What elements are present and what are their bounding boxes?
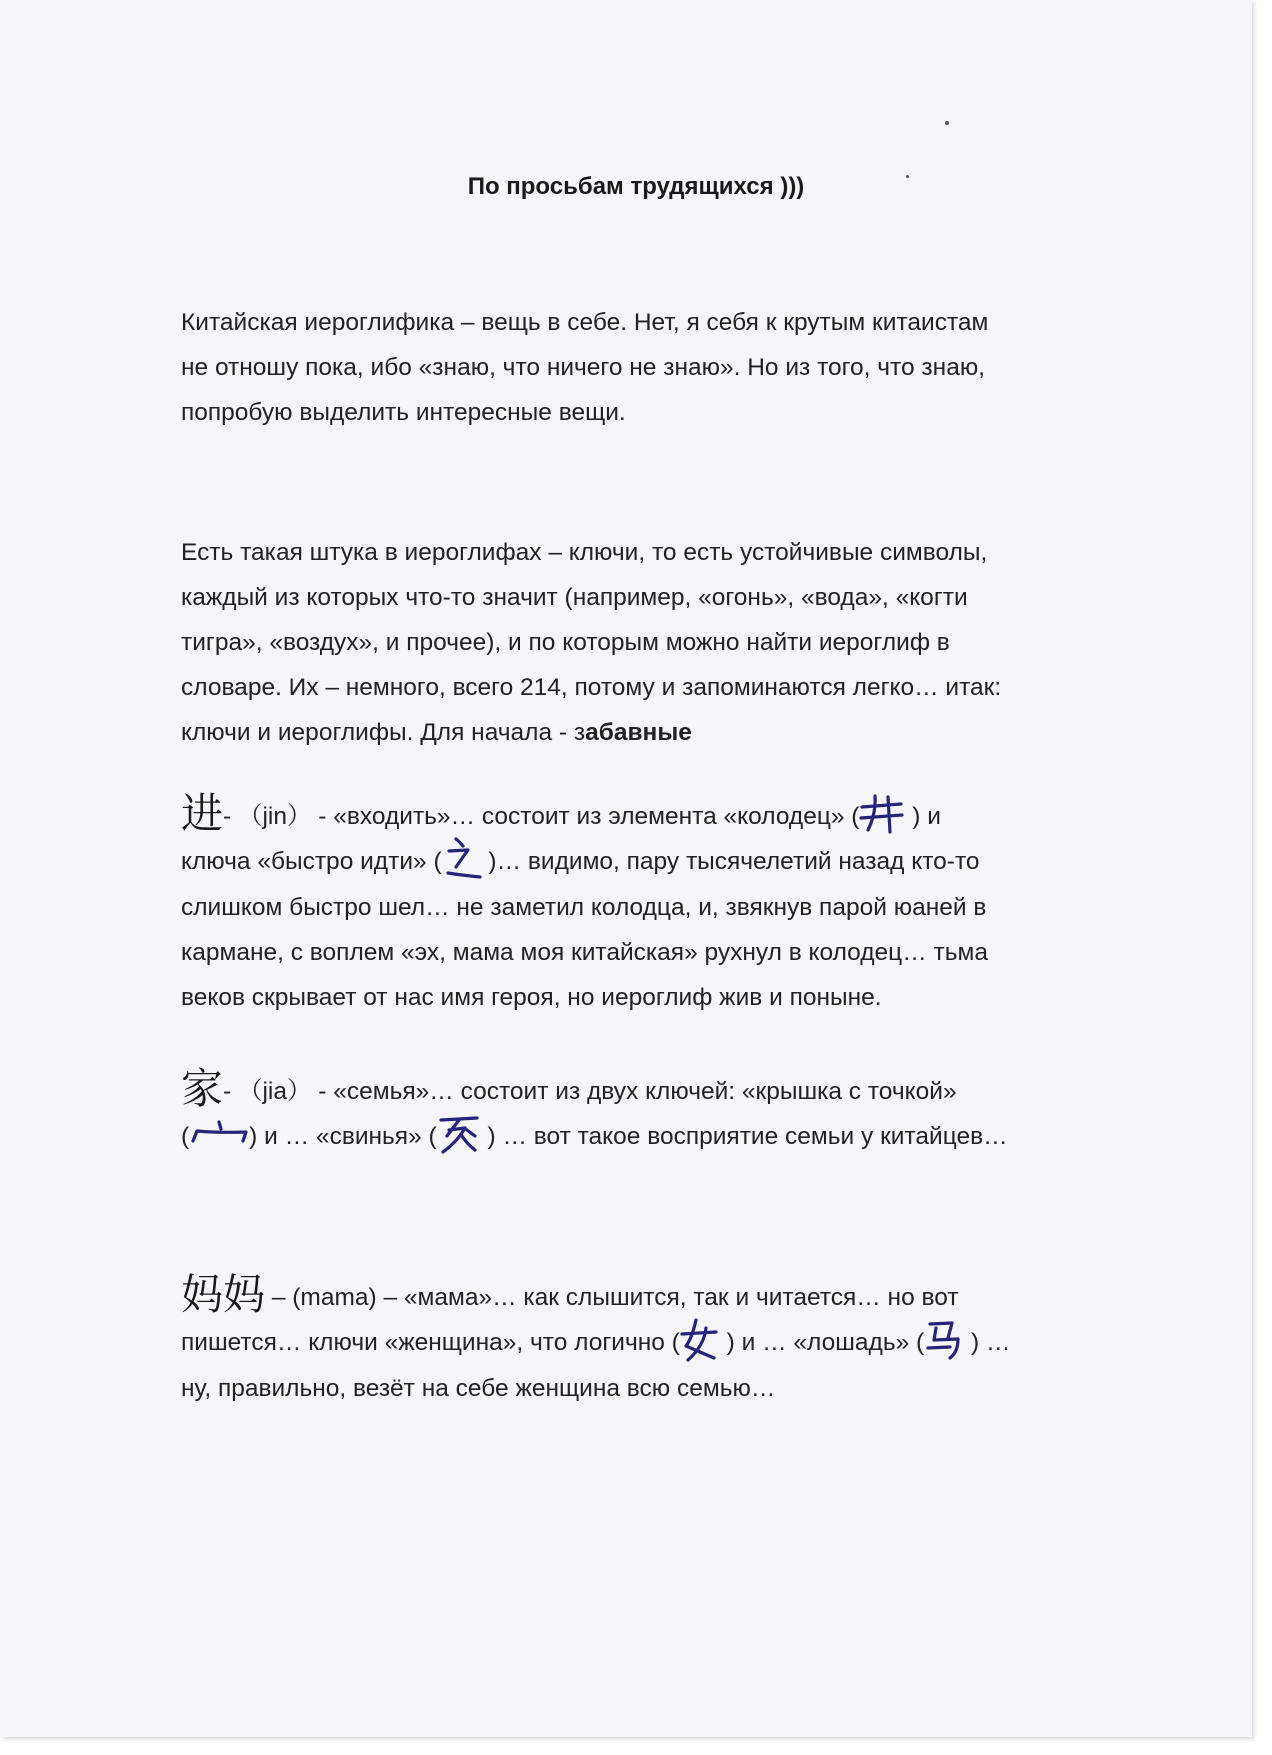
bold-text: абавные [585,719,692,746]
page-title: По просьбам трудящихся ))) [467,173,805,200]
intro-paragraph [181,300,1181,435]
text-segment: пишется… ключи «женщина», что логично ( [181,1329,680,1356]
text-segment: ) и … «свинья» ( [249,1123,437,1150]
text-segment: ключи и иероглифы. Для начала - з [181,719,586,746]
text-line: кармане, с воплем «эх, мама моя китайская» рухнул в колодец… тьма [181,938,988,966]
pig-radical-icon [437,1112,481,1156]
text-line: Китайская иероглифика – вещь в себе. Нет, я себя к крутым китаистам [181,309,989,336]
text-segment: – (mama) – «мама»… как слышится, так и читается… но вот [265,1284,959,1311]
roof-radical-icon [189,1119,249,1149]
text-line [181,791,1181,839]
text-line [181,1066,1181,1114]
keys-paragraph [181,530,1181,755]
text-line [181,1320,1181,1366]
text-line: ну, правильно, везёт на себе женщина всю семью… [181,1374,776,1402]
text-line: попробую выделить интересные вещи. [181,399,626,426]
text-line [181,1272,1181,1320]
text-segment: )… видимо, пару тысячелетий назад кто-то [481,848,980,875]
hanzi-mama: 妈妈 [181,1270,266,1319]
woman-radical-icon [680,1318,720,1362]
text-line: не отношу пока, ибо «знаю, что ничего не знаю». Но из того, что знаю, [181,354,986,381]
text-segment: ) … [964,1329,1011,1356]
text-segment: ) … вот такое восприятие семьи у китайцев… [480,1123,1008,1150]
text-line: Есть такая штука в иероглифах – ключи, то есть устойчивые символы, [181,539,988,566]
well-radical-icon [859,794,905,834]
text-line: слишком быстро шел… не заметил колодца, и, звякнув парой юаней в [181,893,987,921]
text-segment: ) и [905,803,941,830]
horse-radical-icon [924,1318,964,1362]
text-line [181,710,1181,755]
text-line [181,839,1181,885]
text-line: каждый из которых что-то значит (например, «огонь», «вода», «когти [181,584,968,611]
text-segment: ключа «быстро идти» ( [181,848,442,875]
text-line: словаре. Их – немного, всего 214, потому и запоминаются легко… итак: [181,674,1002,701]
text-segment: - （jia） - «семья»… состоит из двух ключей: «крышка с точкой» [223,1078,957,1105]
entry-jin [181,791,1181,1020]
text-segment: ( [181,1123,190,1150]
hanzi-jia: 家 [181,1064,224,1113]
text-line: веков скрывает от нас имя героя, но иероглиф жив и поныне. [181,983,882,1011]
walk-radical-icon [442,837,482,881]
text-segment: - （jin） - «входить»… состоит из элемента «колодец» ( [223,803,860,830]
text-line [181,1114,1181,1160]
scan-speck [945,121,949,125]
entry-jia [181,1066,1181,1160]
text-segment: ) и … «лошадь» ( [719,1329,925,1356]
entry-mama [181,1272,1181,1411]
hanzi-jin: 进 [181,789,224,838]
text-line: тигра», «воздух», и прочее), и по которым можно найти иероглиф в [181,629,950,656]
